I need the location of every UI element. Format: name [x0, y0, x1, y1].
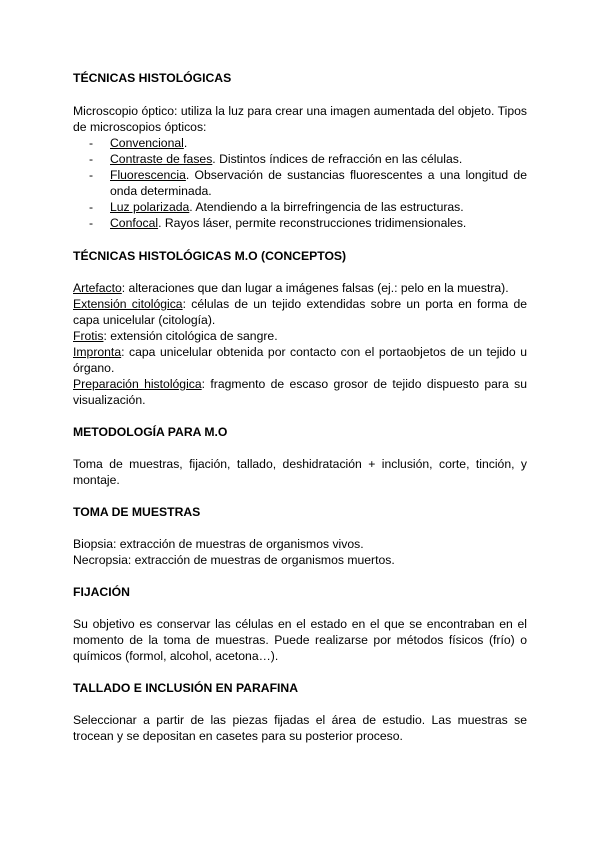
- term: Convencional: [110, 136, 184, 150]
- fijacion-line-3: químicos (formol, alcohol, acetona…).: [73, 649, 279, 663]
- bullet-dash: -: [89, 168, 94, 182]
- fijacion-line-2: momento de la toma de muestras. Puede realizarse por métodos físicos (frío) o: [73, 633, 527, 647]
- heading-metodologia: METODOLOGÍA PARA M.O: [73, 425, 228, 439]
- concept-text: : células de un tejido extendidas sobre un porta en forma de: [182, 297, 528, 311]
- concept-text: : fragmento de escaso grosor de tejido dispuesto para su: [201, 377, 527, 391]
- heading-tecnicas-histologicas: TÉCNICAS HISTOLÓGICAS: [73, 71, 232, 85]
- heading-conceptos: TÉCNICAS HISTOLÓGICAS M.O (CONCEPTOS): [73, 249, 347, 263]
- term: Frotis: [73, 329, 104, 343]
- toma-biopsia: Biopsia: extracción de muestras de organismos vivos.: [73, 537, 364, 551]
- concept-text: : extensión citológica de sangre.: [103, 329, 278, 343]
- term: Extensión citológica: [73, 297, 183, 311]
- bullet-dash: -: [89, 216, 94, 230]
- term: Impronta: [73, 345, 122, 359]
- heading-tallado-inclusion: TALLADO E INCLUSIÓN EN PARAFINA: [73, 681, 299, 695]
- term: Artefacto: [73, 281, 122, 295]
- metodologia-line-1: Toma de muestras, fijación, tallado, deshidratación + inclusión, corte, tinción, y: [73, 457, 527, 471]
- term: Contraste de fases: [110, 152, 213, 166]
- bullet-fluorescencia: [110, 167, 527, 183]
- bullet-text: . Atendiendo a la birrefringencia de las estructuras.: [189, 200, 464, 214]
- intro-line-2: de microscopios ópticos:: [73, 120, 207, 134]
- metodologia-line-2: montaje.: [73, 473, 120, 487]
- term: Preparación histológica: [73, 377, 202, 391]
- bullet-confocal: [110, 215, 466, 231]
- concept-preparacion-histologica: [73, 376, 527, 392]
- heading-toma-de-muestras: TOMA DE MUESTRAS: [73, 505, 201, 519]
- concept-impronta-cont: órgano.: [73, 361, 115, 375]
- tallado-line-1: Seleccionar a partir de las piezas fijadas el área de estudio. Las muestras se: [73, 713, 527, 727]
- term: Fluorescencia: [110, 168, 186, 182]
- bullet-text: . Distintos índices de refracción en las células.: [212, 152, 463, 166]
- bullet-luz-polarizada: [110, 199, 464, 215]
- bullet-dash: -: [89, 152, 94, 166]
- fijacion-line-1: Su objetivo es conservar las células en el estado en el que se encontraban en el: [73, 617, 527, 631]
- concept-artefacto: [73, 280, 509, 296]
- bullet-fluorescencia-cont: onda determinada.: [110, 184, 212, 198]
- bullet-contraste-de-fases: [110, 151, 462, 167]
- tallado-line-2: trocean y se depositan en casetes para su posterior proceso.: [73, 729, 403, 743]
- toma-necropsia: Necropsia: extracción de muestras de organismos muertos.: [73, 553, 395, 567]
- heading-fijacion: FIJACIÓN: [73, 585, 130, 599]
- term: Luz polarizada: [110, 200, 190, 214]
- bullet-dash: -: [89, 136, 94, 150]
- bullet-dash: -: [89, 200, 94, 214]
- concept-preparacion-cont: visualización.: [73, 393, 146, 407]
- concept-impronta: [73, 344, 527, 360]
- bullet-text: . Rayos láser, permite reconstrucciones tridimensionales.: [158, 216, 467, 230]
- bullet-text: . Observación de sustancias fluorescentes a una longitud de: [185, 168, 527, 182]
- term: Confocal: [110, 216, 159, 230]
- concept-text: : alteraciones que dan lugar a imágenes falsas (ej.: pelo en la muestra).: [121, 281, 509, 295]
- bullet-convencional: [110, 135, 187, 151]
- concept-text: : capa unicelular obtenida por contacto con el portaobjetos de un tejido u: [121, 345, 527, 359]
- bullet-text: .: [183, 136, 188, 150]
- concept-extension-citologica: [73, 296, 527, 312]
- intro-line-1: Microscopio óptico: utiliza la luz para crear una imagen aumentada del objeto. Tipos: [73, 104, 527, 118]
- concept-frotis: [73, 328, 278, 344]
- concept-extension-cont: capa unicelular (citología).: [73, 313, 216, 327]
